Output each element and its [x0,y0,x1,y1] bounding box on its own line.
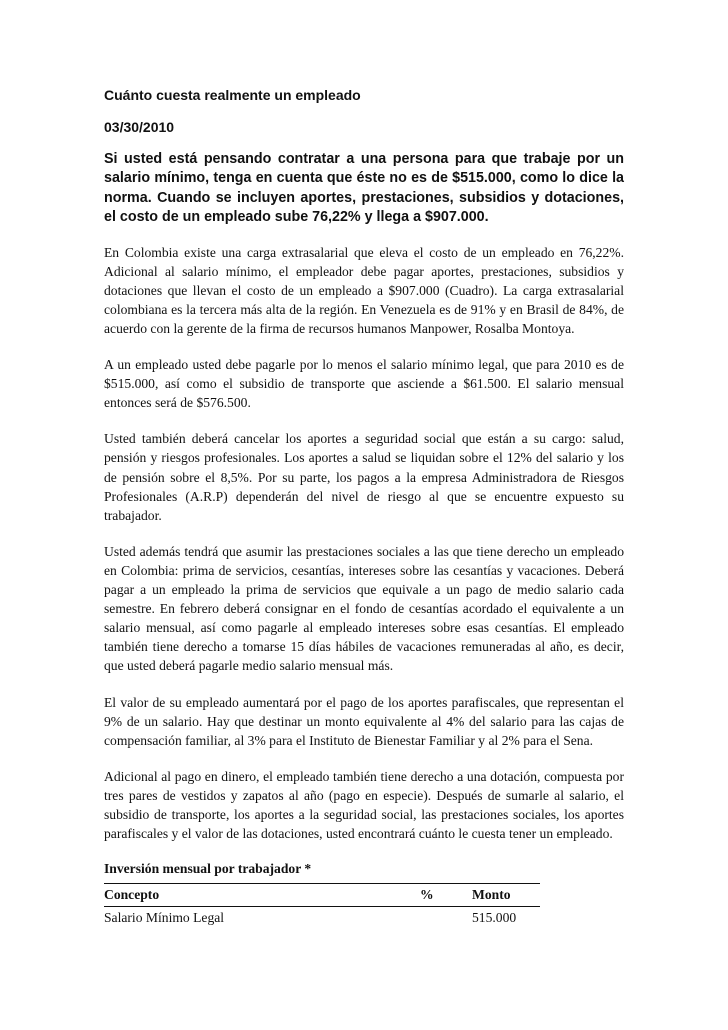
header-amount: Monto [472,884,540,907]
cell-percent [420,907,472,930]
table-header-row [104,884,540,907]
document-page [104,86,624,929]
header-concept: Concepto [104,884,420,907]
article-title: Cuánto cuesta realmente un empleado [104,87,361,103]
paragraph: Adicional al pago en dinero, el empleado también tiene derecho a una dotación, compuesta por tres pares de vestidos y zapatos al año (pago en especie). Después de sumarle al salario, el subsidio de transporte, los aportes a la seguridad social, las prestaciones sociales, los aportes parafiscales y el valor de las dotaciones, usted encontrará cuánto le cuesta tener un empleado. [104,768,624,842]
paragraph: El valor de su empleado aumentará por el pago de los aportes parafiscales, que representan el 9% de un salario. Hay que destinar un monto equivalente al 4% del salario para las cajas de compensación familiar, al 3% para el Instituto de Bienestar Familiar y al 2% para el Sena. [104,694,624,748]
paragraph: Usted además tendrá que asumir las prestaciones sociales a las que tiene derecho un empleado en Colombia: prima de servicios, cesantías, intereses sobre las cesantías y vacaciones. Deberá pagar a un empleado la prima de servicios que equivale a un pago de medio salario cada semestre. En febrero deberá consignar en el fondo de cesantías acordado el equivalente a un salario mensual, así como pagarle al empleado intereses sobre esas cesantías. El empleado también tiene derecho a tomarse 15 días hábiles de vacaciones remuneradas al año, es decir, que usted deberá pagarle medio salario mensual más. [104,543,624,674]
table-row [104,907,540,930]
article-date: 03/30/2010 [104,119,175,135]
article-lead: Si usted está pensando contratar a una persona para que trabaje por un salario mínimo, tenga en cuenta que éste no es de $515.000, como lo dice la norma. Cuando se incluyen aportes, prestaciones, subsidios y dotaciones, el costo de un empleado sube 76,22% y llega a $907.000. [104,151,624,226]
paragraph: En Colombia existe una carga extrasalarial que eleva el costo de un empleado en 76,22%. Adicional al salario mínimo, el empleador debe pagar aportes, prestaciones, subsidios y dotaciones que llevan el costo de un empleado a $907.000 (Cuadro). La carga extrasalarial colombiana es la tercera más alta de la región. En Venezuela es de 91% y en Brasil de 84%, de acuerdo con la gerente de la firma de recursos humanos Manpower, Rosalba Montoya. [104,244,624,336]
table-title: Inversión mensual por trabajador * [104,861,312,877]
investment-table [104,883,540,929]
header-percent: % [420,884,472,907]
cell-concept: Salario Mínimo Legal [104,910,225,926]
paragraph: Usted también deberá cancelar los aportes a seguridad social que están a su cargo: salud, pensión y riesgos profesionales. Los aportes a salud se liquidan sobre el 12% del salario y los de pensión sobre el 8,5%. Por su parte, los pagos a la empresa Administradora de Riesgos Profesionales (A.R.P) dependerán del nivel de riesgo al que se encuentre expuesto su trabajador. [104,431,624,523]
cell-amount: 515.000 [472,910,517,926]
paragraph: A un empleado usted debe pagarle por lo menos el salario mínimo legal, que para 2010 es de $515.000, así como el subsidio de transporte que asciende a $61.500. El salario mensual entonces será de $576.500. [104,357,624,411]
